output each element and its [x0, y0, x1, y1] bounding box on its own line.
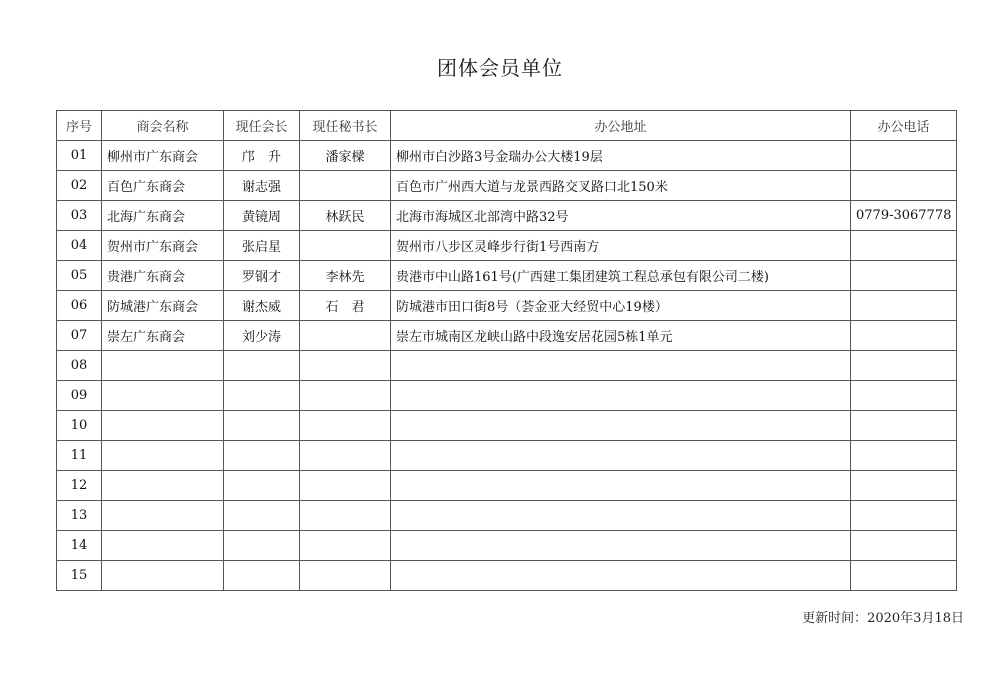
cell-address: 柳州市白沙路3号金瑞办公大楼19层 — [391, 141, 851, 171]
cell-name — [102, 441, 224, 471]
cell-phone — [851, 291, 957, 321]
table-row — [57, 411, 957, 441]
cell-phone — [851, 501, 957, 531]
cell-president: 谢杰威 — [224, 291, 300, 321]
cell-phone — [851, 321, 957, 351]
cell-address — [391, 561, 851, 591]
table-row — [57, 471, 957, 501]
cell-name: 百色广东商会 — [102, 171, 224, 201]
cell-president — [224, 441, 300, 471]
cell-secretary — [300, 531, 391, 561]
cell-president — [224, 471, 300, 501]
header-no: 序号 — [57, 111, 102, 141]
table-row — [57, 291, 957, 321]
cell-address: 贺州市八步区灵峰步行街1号西南方 — [391, 231, 851, 261]
cell-name — [102, 381, 224, 411]
table-row — [57, 141, 957, 171]
table-row — [57, 501, 957, 531]
cell-name: 贺州市广东商会 — [102, 231, 224, 261]
cell-address: 防城港市田口街8号（荟金亚大经贸中心19楼） — [391, 291, 851, 321]
cell-president — [224, 351, 300, 381]
cell-name: 崇左广东商会 — [102, 321, 224, 351]
cell-secretary: 石 君 — [300, 291, 391, 321]
cell-phone — [851, 471, 957, 501]
cell-no: 09 — [57, 381, 102, 411]
cell-president: 张启星 — [224, 231, 300, 261]
cell-address — [391, 531, 851, 561]
cell-address — [391, 471, 851, 501]
cell-phone — [851, 141, 957, 171]
cell-name — [102, 561, 224, 591]
cell-secretary: 潘家樑 — [300, 141, 391, 171]
cell-secretary: 林跃民 — [300, 201, 391, 231]
cell-no: 11 — [57, 441, 102, 471]
cell-address — [391, 411, 851, 441]
cell-secretary — [300, 351, 391, 381]
header-secretary: 现任秘书长 — [300, 111, 391, 141]
update-time: 更新时间：2020年3月18日 — [802, 611, 964, 626]
members-table — [56, 110, 957, 591]
cell-address — [391, 441, 851, 471]
cell-secretary — [300, 501, 391, 531]
cell-president — [224, 561, 300, 591]
cell-secretary — [300, 471, 391, 501]
cell-secretary — [300, 321, 391, 351]
cell-phone — [851, 351, 957, 381]
cell-president — [224, 411, 300, 441]
cell-president — [224, 501, 300, 531]
cell-president — [224, 381, 300, 411]
cell-president: 黄镜周 — [224, 201, 300, 231]
cell-phone: 0779-3067778 — [851, 201, 957, 231]
table-row — [57, 231, 957, 261]
cell-no: 13 — [57, 501, 102, 531]
cell-president: 刘少涛 — [224, 321, 300, 351]
cell-president — [224, 531, 300, 561]
cell-no: 06 — [57, 291, 102, 321]
header-row — [57, 111, 957, 141]
cell-phone — [851, 171, 957, 201]
cell-address — [391, 501, 851, 531]
cell-phone — [851, 231, 957, 261]
cell-phone — [851, 561, 957, 591]
cell-no: 02 — [57, 171, 102, 201]
cell-address: 北海市海城区北部湾中路32号 — [391, 201, 851, 231]
cell-name — [102, 531, 224, 561]
cell-secretary — [300, 381, 391, 411]
cell-name — [102, 351, 224, 381]
table-row — [57, 201, 957, 231]
cell-phone — [851, 531, 957, 561]
table-row — [57, 381, 957, 411]
cell-address — [391, 381, 851, 411]
cell-name: 贵港广东商会 — [102, 261, 224, 291]
cell-secretary — [300, 441, 391, 471]
cell-address: 崇左市城南区龙峡山路中段逸安居花园5栋1单元 — [391, 321, 851, 351]
table-row — [57, 441, 957, 471]
cell-secretary — [300, 411, 391, 441]
cell-president: 罗钢才 — [224, 261, 300, 291]
cell-no: 04 — [57, 231, 102, 261]
page-title: 团体会员单位 — [437, 56, 563, 80]
cell-secretary — [300, 561, 391, 591]
cell-name: 北海广东商会 — [102, 201, 224, 231]
cell-no: 05 — [57, 261, 102, 291]
table-row — [57, 531, 957, 561]
header-address: 办公地址 — [391, 111, 851, 141]
cell-secretary: 李林先 — [300, 261, 391, 291]
cell-no: 15 — [57, 561, 102, 591]
cell-no: 07 — [57, 321, 102, 351]
cell-address: 百色市广州西大道与龙景西路交叉路口北150米 — [391, 171, 851, 201]
cell-no: 08 — [57, 351, 102, 381]
table-row — [57, 351, 957, 381]
cell-name: 防城港广东商会 — [102, 291, 224, 321]
table-row — [57, 171, 957, 201]
cell-name — [102, 411, 224, 441]
cell-phone — [851, 411, 957, 441]
table-row — [57, 321, 957, 351]
header-president: 现任会长 — [224, 111, 300, 141]
cell-name — [102, 501, 224, 531]
cell-phone — [851, 441, 957, 471]
cell-president: 谢志强 — [224, 171, 300, 201]
cell-no: 14 — [57, 531, 102, 561]
cell-name: 柳州市广东商会 — [102, 141, 224, 171]
cell-no: 10 — [57, 411, 102, 441]
table-row — [57, 561, 957, 591]
cell-no: 01 — [57, 141, 102, 171]
header-name: 商会名称 — [102, 111, 224, 141]
cell-name — [102, 471, 224, 501]
table-row — [57, 261, 957, 291]
cell-secretary — [300, 231, 391, 261]
cell-secretary — [300, 171, 391, 201]
cell-president: 邝 升 — [224, 141, 300, 171]
cell-address: 贵港市中山路161号(广西建工集团建筑工程总承包有限公司二楼) — [391, 261, 851, 291]
cell-no: 03 — [57, 201, 102, 231]
cell-address — [391, 351, 851, 381]
cell-phone — [851, 261, 957, 291]
header-phone: 办公电话 — [851, 111, 957, 141]
cell-phone — [851, 381, 957, 411]
cell-no: 12 — [57, 471, 102, 501]
